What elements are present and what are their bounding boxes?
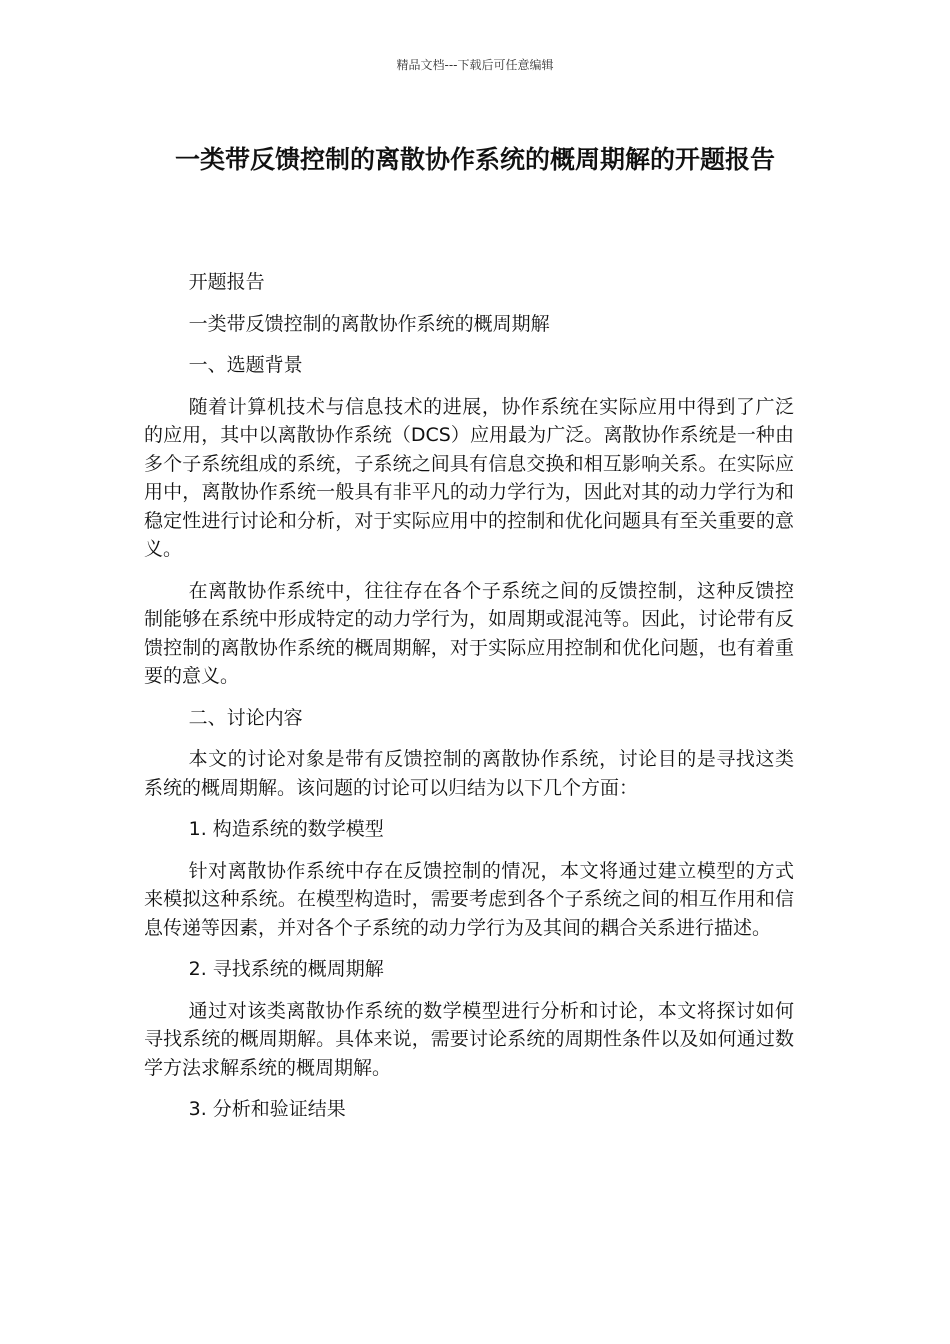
section-label: 开题报告 xyxy=(188,271,265,293)
body-paragraph: 针对离散协作系统中存在反馈控制的情况，本文将通过建立模型的方式来模拟这种系统。在模型构造时，需要考虑到各个子系统之间的相互作用和信息传递等因素，并对各个子系统的动力学行为及其间的耦合关系进行描述。 xyxy=(144,859,794,939)
section-heading-content: 二、讨论内容 xyxy=(188,706,303,729)
subheading-solution: 2. 寻找系统的概周期解 xyxy=(188,958,384,980)
body-paragraph: 随着计算机技术与信息技术的进展，协作系统在实际应用中得到了广泛的应用，其中以离散协作系统（DCS）应用最为广泛。离散协作系统是一种由多个子系统组成的系统，子系统之间具有信息交换和相互影响关系。在实际应用中，离散协作系统一般具有非平凡的动力学行为，因此对其的动力学行为和稳定性进行讨论和分析，对于实际应用中的控制和优化问题具有至关重要的意义。 xyxy=(144,395,794,560)
document-body xyxy=(144,268,794,1137)
subheading-verification: 3. 分析和验证结果 xyxy=(188,1098,346,1120)
header-note: 精品文档---下载后可任意编辑 xyxy=(396,58,554,72)
body-paragraph: 通过对该类离散协作系统的数学模型进行分析和讨论，本文将探讨如何寻找系统的概周期解。具体来说，需要讨论系统的周期性条件以及如何通过数学方法求解系统的概周期解。 xyxy=(144,999,794,1079)
subheading-model: 1. 构造系统的数学模型 xyxy=(188,818,384,840)
document-title: 一类带反馈控制的离散协作系统的概周期解的开题报告 xyxy=(174,145,775,174)
topic-line: 一类带反馈控制的离散协作系统的概周期解 xyxy=(188,312,550,335)
section-heading-background: 一、选题背景 xyxy=(188,354,303,376)
body-paragraph: 本文的讨论对象是带有反馈控制的离散协作系统，讨论目的是寻找这类系统的概周期解。该问题的讨论可以归结为以下几个方面： xyxy=(144,748,794,799)
body-paragraph: 在离散协作系统中，往往存在各个子系统之间的反馈控制，这种反馈控制能够在系统中形成特定的动力学行为，如周期或混沌等。因此，讨论带有反馈控制的离散协作系统的概周期解，对于实际应用控制和优化问题，也有着重要的意义。 xyxy=(144,579,794,687)
